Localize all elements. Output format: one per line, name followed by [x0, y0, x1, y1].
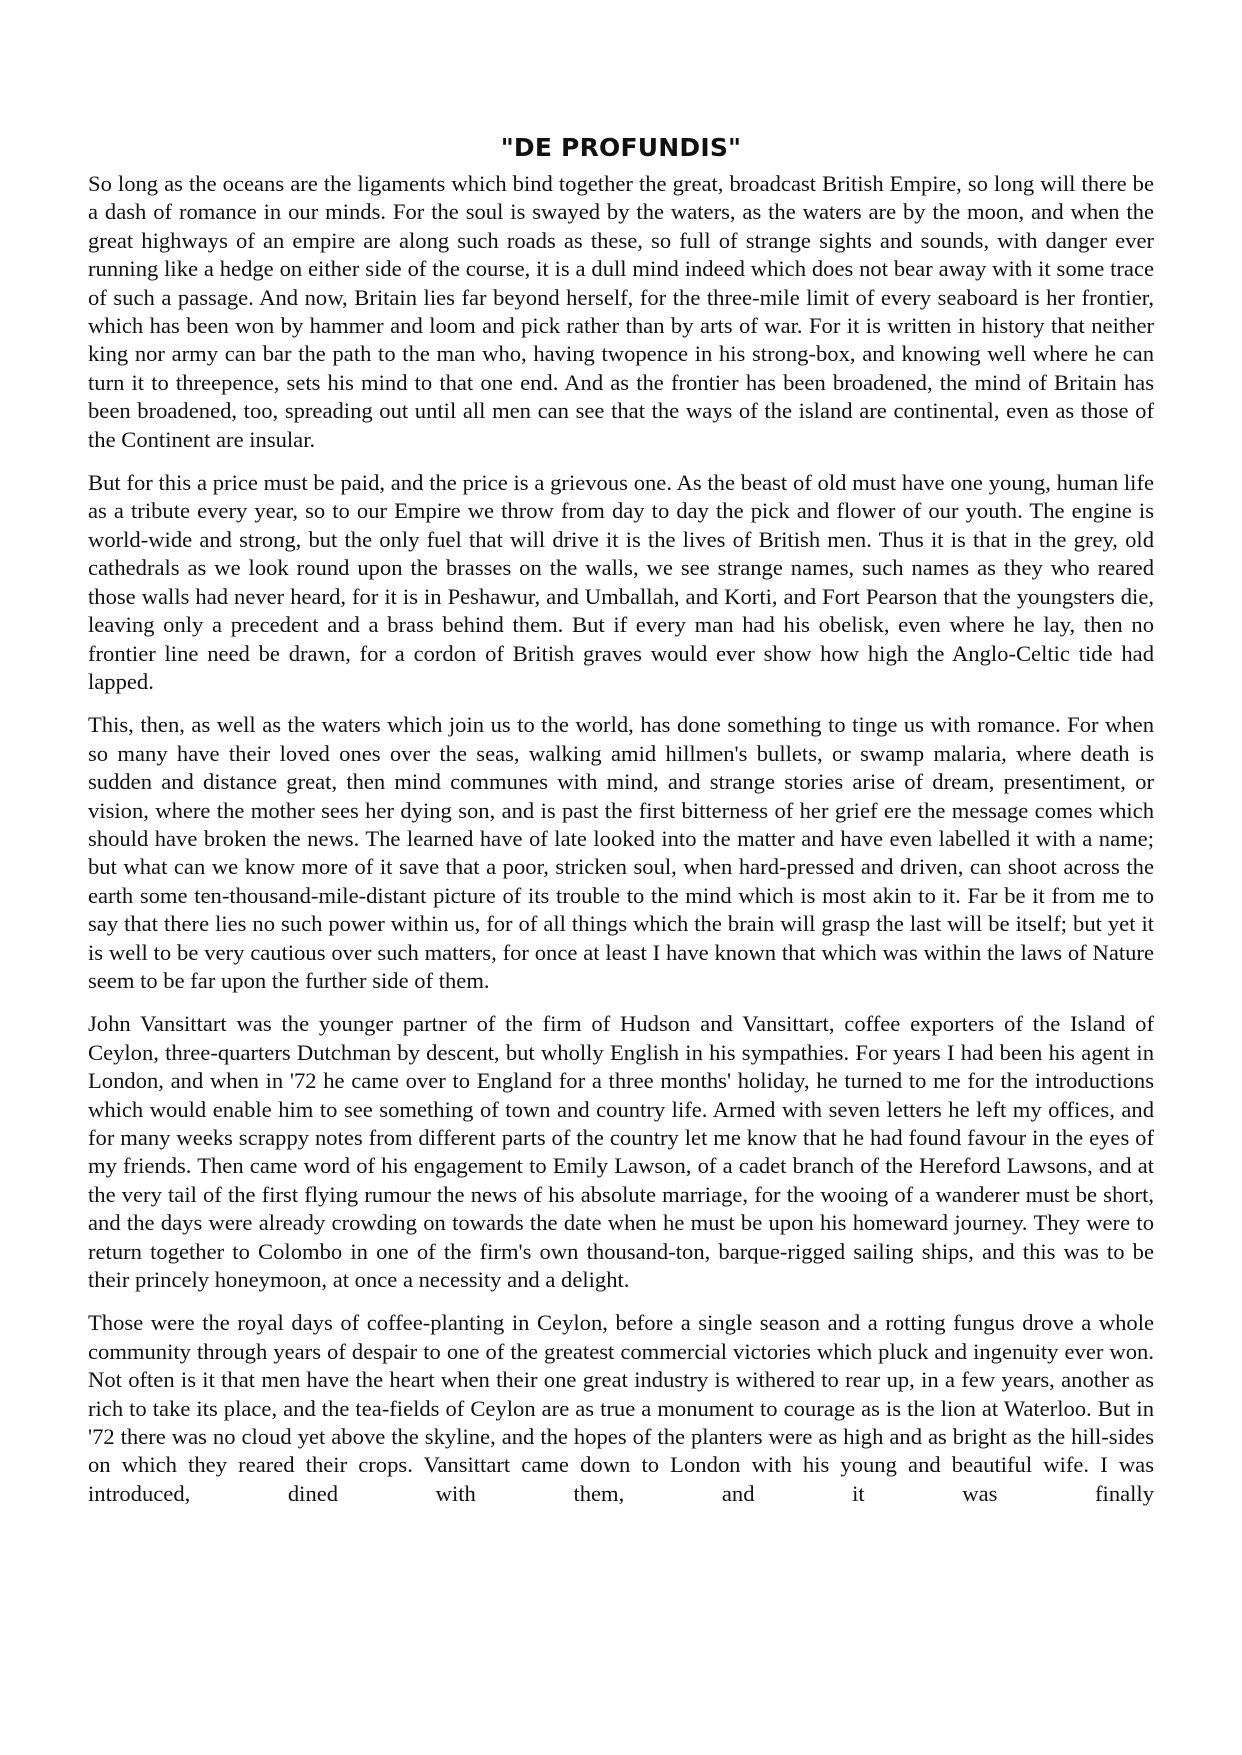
paragraph-2: But for this a price must be paid, and the price is a grievous one. As the beast of old must have one young, human life as a tribute every year, so to our Empire we throw from day to day the pick and flower of our youth. The engine is world-wide and strong, but the only fuel that will drive it is the lives of British men. Thus it is that in the grey, old cathedrals as we look round upon the brasses on the walls, we see strange names, such names as they who reared those walls had never heard, for it is in Peshawur, and Umballah, and Korti, and Fort Pearson that the youngsters die, leaving only a precedent and a brass behind them. But if every man had his obelisk, even where he lay, then no frontier line need be drawn, for a cordon of British graves would ever show how high the Anglo-Celtic tide had lapped.: [88, 470, 1154, 694]
paragraph-1: So long as the oceans are the ligaments which bind together the great, broadcast British Empire, so long will there be a dash of romance in our minds. For the soul is swayed by the waters, as the waters are by the moon, and when the great highways of an empire are along such roads as these, so full of strange sights and sounds, with danger ever running like a hedge on either side of the course, it is a dull mind indeed which does not bear away with it some trace of such a passage. And now, Britain lies far beyond herself, for the three-mile limit of every seaboard is her frontier, which has been won by hammer and loom and pick rather than by arts of war. For it is written in history that neither king nor army can bar the path to the man who, having twopence in his strong-box, and knowing well where he can turn it to threepence, sets his mind to that one end. And as the frontier has been broadened, the mind of Britain has been broadened, too, spreading out until all men can see that the ways of the island are continental, even as those of the Continent are insular.: [88, 171, 1154, 452]
page-title: "DE PROFUNDIS": [500, 133, 742, 162]
paragraph-5: Those were the royal days of coffee-planting in Ceylon, before a single season and a rotting fungus drove a whole community through years of despair to one of the greatest commercial victories which pluck and ingenuity ever won. Not often is it that men have the heart when their one great industry is withered to rear up, in a few years, another as rich to take its place, and the tea-fields of Ceylon are as true a monument to courage as is the lion at Waterloo. But in '72 there was no cloud yet above the skyline, and the hopes of the planters were as high and as bright as the hill-sides on which they reared their crops. Vansittart came down to London with his young and beautiful wife. I was introduced, dined with them, and it was finally: [88, 1310, 1154, 1506]
paragraph-4: John Vansittart was the younger partner of the firm of Hudson and Vansittart, coffee exporters of the Island of Ceylon, three-quarters Dutchman by descent, but wholly English in his sympathies. For years I had been his agent in London, and when in '72 he came over to England for a three months' holiday, he turned to me for the introductions which would enable him to see something of town and country life. Armed with seven letters he left my offices, and for many weeks scrappy notes from different parts of the country let me know that he had found favour in the eyes of my friends. Then came word of his engagement to Emily Lawson, of a cadet branch of the Hereford Lawsons, and at the very tail of the first flying rumour the news of his absolute marriage, for the wooing of a wanderer must be short, and the days were already crowding on towards the date when he must be upon his homeward journey. They were to return together to Colombo in one of the firm's own thousand-ton, barque-rigged sailing ships, and this was to be their princely honeymoon, at once a necessity and a delight.: [88, 1011, 1154, 1293]
paragraph-3: This, then, as well as the waters which join us to the world, has done something to tinge us with romance. For when so many have their loved ones over the seas, walking amid hillmen's bullets, or swamp malaria, where death is sudden and distance great, then mind communes with mind, and strange stories arise of dream, presentiment, or vision, where the mother sees her dying son, and is past the first bitterness of her grief ere the message comes which should have broken the news. The learned have of late looked into the matter and have even labelled it with a name; but what can we know more of it save that a poor, stricken soul, when hard-pressed and driven, can shoot across the earth some ten-thousand-mile-distant picture of its trouble to the mind which is most akin to it. Far be it from me to say that there lies no such power within us, for of all things which the brain will grasp the last will be itself; but yet it is well to be very cautious over such matters, for once at least I have known that which was within the laws of Nature seem to be far upon the further side of them.: [88, 712, 1154, 993]
document-page: [88, 132, 1154, 1523]
